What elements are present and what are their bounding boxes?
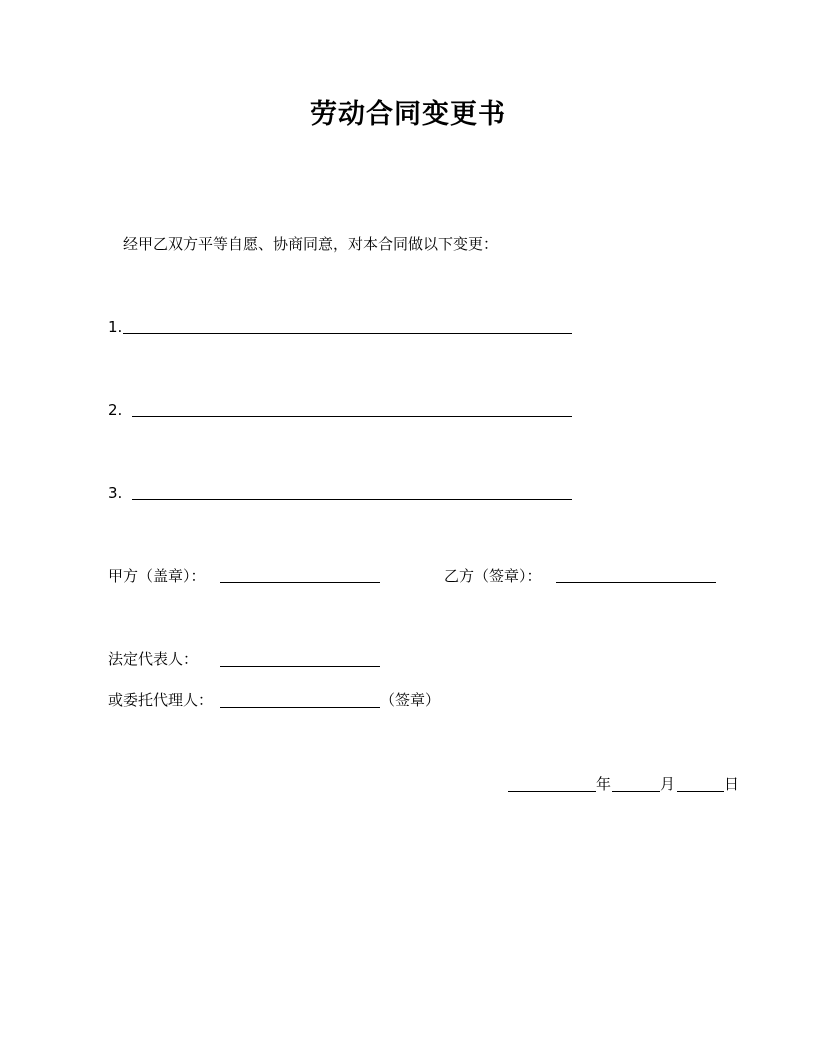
- agent-label: 或委托代理人：: [108, 691, 214, 709]
- item-2-number: 2.: [108, 401, 123, 419]
- date-month-blank-line: [612, 791, 660, 792]
- legal-rep-blank-line: [220, 666, 380, 667]
- party-a-label: 甲方（盖章）：: [108, 567, 206, 585]
- date-month-label: 月: [660, 775, 676, 793]
- party-b-blank-line: [556, 582, 716, 583]
- item-3-blank-line: [132, 499, 572, 500]
- item-1-number: 1.: [108, 318, 123, 336]
- document-title: 劳动合同变更书: [310, 99, 506, 130]
- intro-paragraph: 经甲乙双方平等自愿、协商同意，对本合同做以下变更：: [123, 235, 499, 253]
- party-a-blank-line: [220, 582, 380, 583]
- legal-rep-label: 法定代表人：: [108, 650, 199, 668]
- item-1-blank-line: [123, 333, 572, 334]
- agent-suffix: （签章）: [380, 691, 441, 709]
- date-year-blank-line: [508, 791, 596, 792]
- party-b-label: 乙方（签章）：: [444, 567, 542, 585]
- date-day-label: 日: [724, 775, 740, 793]
- agent-blank-line: [220, 707, 380, 708]
- date-year-label: 年: [596, 775, 612, 793]
- date-day-blank-line: [677, 791, 724, 792]
- item-3-number: 3.: [108, 484, 123, 502]
- item-2-blank-line: [132, 416, 572, 417]
